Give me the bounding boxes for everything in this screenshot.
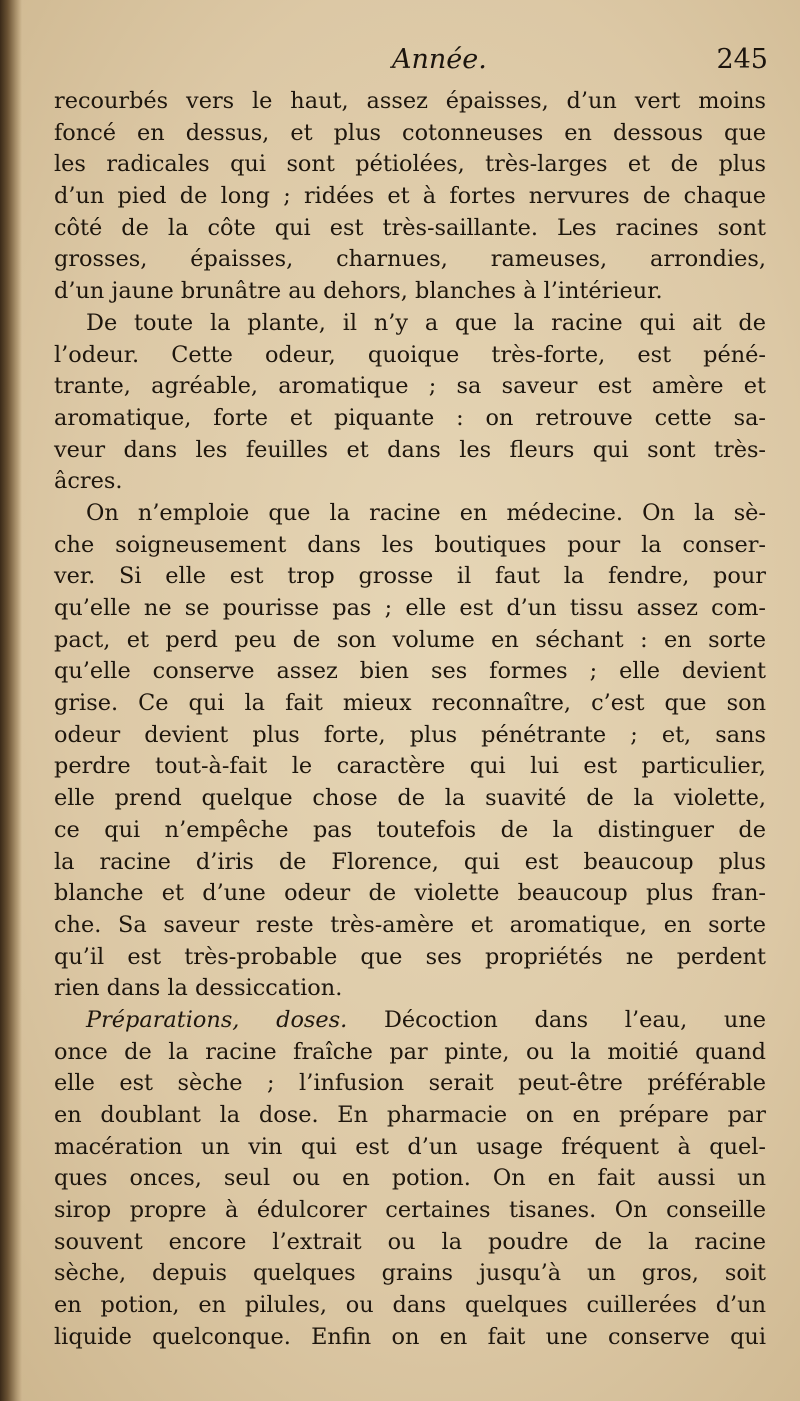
text-line: perdre tout-à-fait le caractère qui lui est particulier,	[54, 753, 766, 780]
text-line: elle est sèche ; l’infusion serait peut-être préférable	[54, 1070, 766, 1097]
text-line: ques onces, seul ou en potion. On en fait aussi un	[54, 1165, 766, 1192]
text-line: en potion, en pilules, ou dans quelques cuillerées d’un	[54, 1292, 766, 1319]
text-line: che. Sa saveur reste très-amère et aromatique, en sorte	[54, 911, 766, 938]
text-line: l’odeur. Cette odeur, quoique très-forte, est péné-	[54, 341, 766, 368]
text-line: qu’elle ne se pourisse pas ; elle est d’un tissu assez com-	[54, 595, 766, 621]
text-line: che soigneusement dans les boutiques pour la conser-	[54, 531, 766, 558]
section-heading: Préparations, doses.	[86, 1006, 348, 1033]
text-line: qu’elle conserve assez bien ses formes ; elle devient	[54, 658, 766, 685]
text-line: recourbés vers le haut, assez épaisses, d’un vert moins	[54, 88, 766, 114]
text-line: d’un jaune brunâtre au dehors, blanches à l’intérieur.	[54, 278, 663, 305]
text-line: blanche et d’une odeur de violette beaucoup plus fran-	[54, 880, 766, 907]
text-line-continuation: Décoction dans l’eau, une	[383, 1006, 766, 1033]
text-line: la racine d’iris de Florence, qui est beaucoup plus	[54, 848, 766, 875]
body-text	[54, 86, 766, 1354]
text-line: les radicales qui sont pétiolées, très-larges et de plus	[54, 151, 766, 178]
text-line: rien dans la dessiccation.	[54, 975, 343, 1002]
text-line: ce qui n’empêche pas toutefois de la distinguer de	[54, 816, 766, 843]
text-line: veur dans les feuilles et dans les fleurs qui sont très-	[54, 436, 766, 463]
text-line: foncé en dessus, et plus cotonneuses en dessous que	[54, 119, 766, 146]
text-line: odeur devient plus forte, plus pénétrante ; et, sans	[54, 721, 766, 748]
text-line: grise. Ce qui la fait mieux reconnaître, c’est que son	[54, 690, 766, 717]
binding-shadow	[0, 0, 22, 1401]
text-line: âcres.	[54, 468, 123, 495]
text-line: once de la racine fraîche par pinte, ou la moitié quand	[54, 1038, 766, 1065]
text-line: en doublant la dose. En pharmacie on en prépare par	[54, 1102, 766, 1128]
text-line: De toute la plante, il n’y a que la racine qui ait de	[86, 309, 766, 336]
text-line: sèche, depuis quelques grains jusqu’à un gros, soit	[54, 1260, 766, 1287]
text-line: trante, agréable, aromatique ; sa saveur est amère et	[54, 373, 766, 400]
text-line: souvent encore l’extrait ou la poudre de la racine	[54, 1228, 766, 1255]
text-line: macération un vin qui est d’un usage fréquent à quel-	[54, 1133, 766, 1160]
text-line: ver. Si elle est trop grosse il faut la fendre, pour	[54, 563, 766, 590]
text-line: pact, et perd peu de son volume en séchant : en sorte	[54, 626, 766, 653]
text-line: qu’il est très-probable que ses propriétés ne perdent	[54, 943, 766, 970]
text-line: aromatique, forte et piquante : on retrouve cette sa-	[54, 404, 766, 431]
text-line: côté de la côte qui est très-saillante. Les racines sont	[54, 214, 766, 241]
page-number: 245	[716, 44, 768, 75]
page-header	[52, 44, 772, 84]
text-line: elle prend quelque chose de la suavité de la violette,	[54, 785, 766, 812]
running-title: Année.	[392, 44, 487, 75]
text-line	[54, 1005, 766, 1037]
text-line: grosses, épaisses, charnues, rameuses, arrondies,	[54, 246, 766, 273]
text-line: sirop propre à édulcorer certaines tisanes. On conseille	[54, 1197, 766, 1224]
text-line: d’un pied de long ; ridées et à fortes nervures de chaque	[54, 183, 766, 210]
text-line: liquide quelconque. Enfin on en fait une conserve qui	[54, 1323, 766, 1350]
text-line: On n’emploie que la racine en médecine. On la sè-	[86, 499, 766, 526]
